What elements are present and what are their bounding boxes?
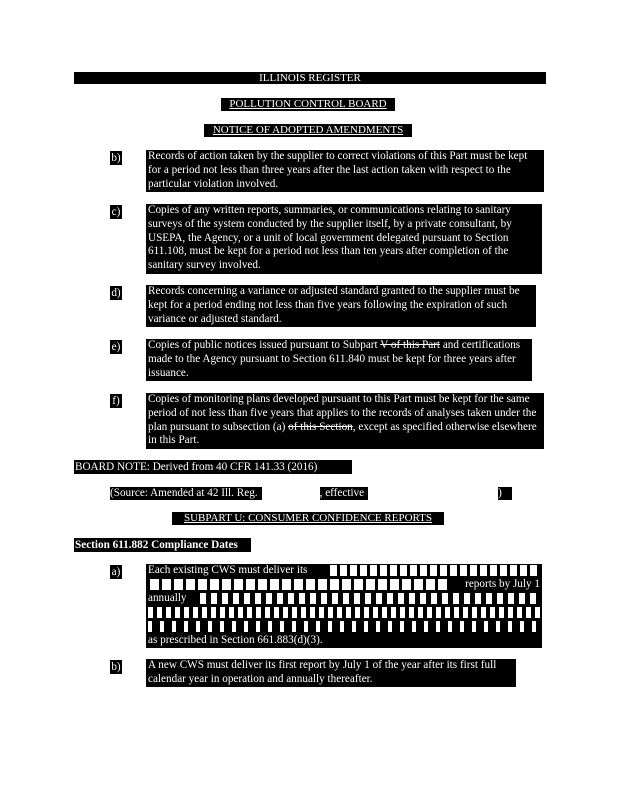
- item-d-letter: d): [111, 287, 121, 299]
- board-name: POLLUTION CONTROL BOARD: [229, 98, 387, 110]
- section-item-a-line1-text: Each existing CWS must deliver its: [148, 564, 308, 576]
- item-e-text-pre: Copies of public notices issued pursuant to Subpart: [148, 339, 381, 351]
- board-note-post: .: [104, 475, 108, 487]
- item-e-text-strike: V of this Part: [380, 339, 441, 351]
- source-line: [110, 487, 512, 500]
- section-item-a-line2-end: reports by July 1: [465, 578, 540, 590]
- board-name-block: [221, 98, 395, 111]
- subpart-title-block: [172, 512, 444, 525]
- section-item-b-text: A new CWS must deliver its first report by July 1 of the year after its first full calendar year in operation and annually thereafter.: [146, 659, 516, 687]
- item-e-letter: e): [111, 341, 121, 353]
- source-post: ): [498, 487, 502, 500]
- section-item-a-letter: a): [111, 566, 121, 578]
- board-note-pre: BOARD NOTE: Derived from 40 CFR 141.33 (2016): [75, 461, 318, 473]
- item-c-letter: c): [111, 206, 121, 218]
- item-c-text: Copies of any written reports, summaries, or communications relating to sanitary surveys of the system conducted by the supplier itself, by a private consultant, by USEPA, the Agency, or a unit of local government delegated pursuant to Section 611.108, must be kept for a period not less than ten years after completion of the sanitary survey involved.: [146, 204, 542, 274]
- item-f-text: [146, 393, 544, 449]
- item-b-letter: b): [111, 152, 121, 164]
- item-f-text-pre: Copies of monitoring plans developed pursuant to this Part must be kept for the same period of not less than five years that applies to the records of analyses taken under the plan pursuant to subsection (a): [148, 393, 537, 433]
- item-e-text-post: and certifications made to the Agency pursuant to Section 611.840 must be kept for three years after issuance.: [148, 339, 521, 379]
- section-title: Section 611.882 Compliance Dates: [74, 538, 251, 552]
- item-d-text: Records concerning a variance or adjusted standard granted to the supplier must be kept for a period ending not less than five years following the expiration of such variance or adjusted standard.: [146, 285, 536, 327]
- section-item-a-text: [146, 564, 542, 648]
- item-b-text: Records of action taken by the supplier to correct violations of this Part must be kept for a period not less than three years after the last action taken with respect to the particular violation involved.: [146, 150, 544, 192]
- item-e-text: [146, 339, 532, 381]
- redaction-noise: [150, 579, 448, 590]
- section-item-a-line6: [148, 634, 540, 648]
- board-note: [74, 460, 352, 487]
- redaction-noise: [148, 621, 542, 632]
- redaction-noise: [200, 593, 540, 604]
- item-f-text-post: , except as specified otherwise elsewhere in this Part.: [148, 420, 537, 447]
- notice-title: NOTICE OF ADOPTED AMENDMENTS: [212, 124, 404, 136]
- section-item-b-letter: b): [111, 661, 121, 673]
- item-f-text-strike: of this Section: [288, 420, 353, 433]
- item-f-letter: f): [110, 394, 122, 408]
- notice-block: [204, 124, 412, 137]
- section-item-a-line3-text: annually: [148, 592, 187, 604]
- register-title: ILLINOIS REGISTER: [259, 72, 361, 84]
- source-pre: (Source: Amended at 42 Ill. Reg.: [110, 487, 258, 500]
- subpart-title: SUBPART U: CONSUMER CONFIDENCE REPORTS: [183, 512, 433, 524]
- source-blank-date: [262, 487, 320, 500]
- redaction-noise: [330, 565, 540, 576]
- source-blank-effective: [368, 487, 498, 500]
- board-note-strike: (2006): [75, 475, 105, 487]
- redaction-noise: [148, 607, 542, 618]
- register-header: [74, 72, 546, 84]
- section-item-a-line6-text: as prescribed in Section 661.883(d)(3).: [148, 634, 323, 646]
- source-mid: , effective: [319, 487, 365, 500]
